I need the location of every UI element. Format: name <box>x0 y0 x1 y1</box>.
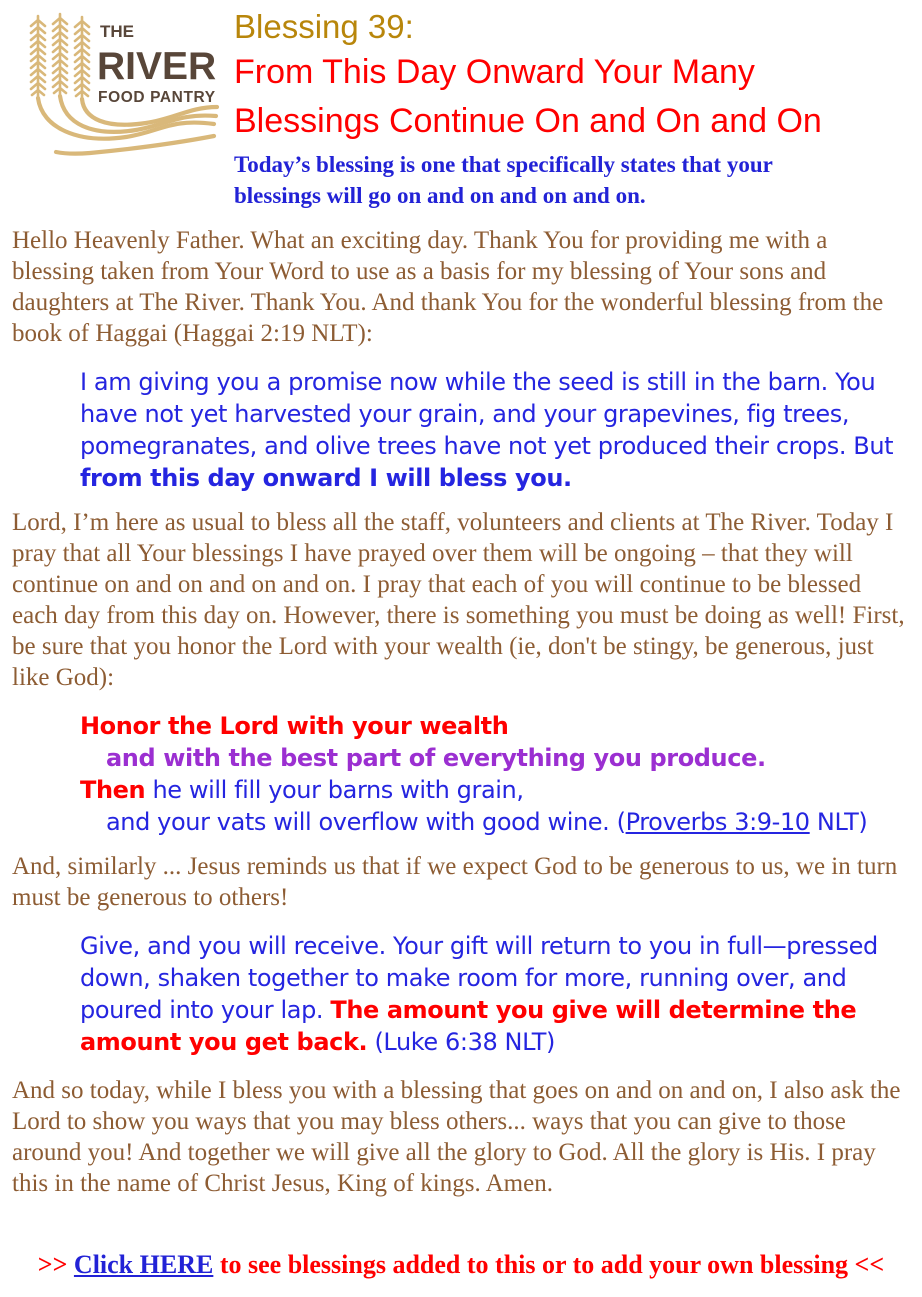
footer-call-to-action <box>0 1249 922 1281</box>
logo-text-the: THE <box>100 22 134 41</box>
opening-paragraph: Hello Heavenly Father. What an exciting day. Thank You for providing me with a blessing taken from Your Word to use as a basis for my blessing of Your sons and daughters at The River. Thank You. And thank You for the wonderful blessing from the book of Haggai (Haggai 2:19 NLT): <box>12 227 884 347</box>
haggai-quote-bold: from this day onward I will bless you. <box>80 464 572 492</box>
haggai-scripture-quote <box>80 366 898 494</box>
blessing-subtitle <box>234 149 922 211</box>
proverbs-line4-suffix: NLT) <box>809 808 868 836</box>
closing-paragraph: And so today, while I bless you with a blessing that goes on and on and on, I also ask the Lord to show you ways that you may bless others... ways that you can give to those around you! And together we will give all the glory to God. All the glory is His. I pray this in the name of Christ Jesus, King of kings. Amen. <box>12 1077 901 1197</box>
proverbs-line1: Honor the Lord with your wealth <box>80 712 509 740</box>
proverbs-verse-link[interactable]: Proverbs 3:9-10 <box>625 808 810 836</box>
similarly-paragraph: And, similarly ... Jesus reminds us that if we expect God to be generous to us, we in turn must be generous to others! <box>12 853 898 911</box>
title-block <box>234 6 922 211</box>
haggai-quote-text: I am giving you a promise now while the seed is still in the barn. You have not yet harvested your grain, and your grapevines, fig trees, pomegranates, and olive trees have not yet produced their crops. But <box>80 368 894 460</box>
click-here-link[interactable]: Click HERE <box>73 1250 214 1279</box>
river-food-pantry-logo <box>12 6 220 156</box>
luke-scripture-quote <box>80 930 898 1058</box>
proverbs-line3-then: Then <box>80 776 146 804</box>
proverbs-line3-rest: he will fill your barns with grain, <box>145 776 524 804</box>
footer-prefix: >> <box>37 1250 74 1279</box>
proverbs-scripture-quote <box>80 710 898 838</box>
blessing-number-heading: Blessing 39: <box>234 8 414 45</box>
luke-quote-text: Give, and you will receive. Your gift will return to you in full—pressed down, shaken together to make room for more, running over, and poured into your lap. <box>80 932 878 1024</box>
logo-text-food-pantry: FOOD PANTRY <box>98 89 216 106</box>
proverbs-line3 <box>80 774 898 806</box>
subtitle-line2: blessings will go on and on and on and on. <box>234 183 646 208</box>
blessing-title-line2: Blessings Continue On and On and On <box>234 102 822 140</box>
luke-quote-bold-red: The amount you give will determine the amount you get back. <box>80 996 857 1056</box>
proverbs-line2: and with the best part of everything you produce. <box>106 744 766 772</box>
logo-text-river: RIVER <box>97 45 217 88</box>
subtitle-line1: Today’s blessing is one that specifically states that your <box>234 152 773 177</box>
prayer-paragraph: Lord, I’m here as usual to bless all the staff, volunteers and clients at The River. Today I pray that all Your blessings I have prayed over them will be ongoing – that they will continue on and on and on and on. I pray that each of you will continue to be blessed each day from this day on. However, there is something you must be doing as well! First, be sure that you honor the Lord with your wealth (ie, don't be stingy, be generous, just like God): <box>12 509 905 691</box>
proverbs-line4 <box>80 806 898 838</box>
footer-suffix: to see blessings added to this or to add your own blessing << <box>213 1250 885 1279</box>
document-header <box>0 0 922 211</box>
proverbs-line4-text: and your vats will overflow with good wine. ( <box>106 808 626 836</box>
blessing-title-line1: From This Day Onward Your Many <box>234 53 755 91</box>
luke-quote-reference: (Luke 6:38 NLT) <box>367 1028 555 1056</box>
